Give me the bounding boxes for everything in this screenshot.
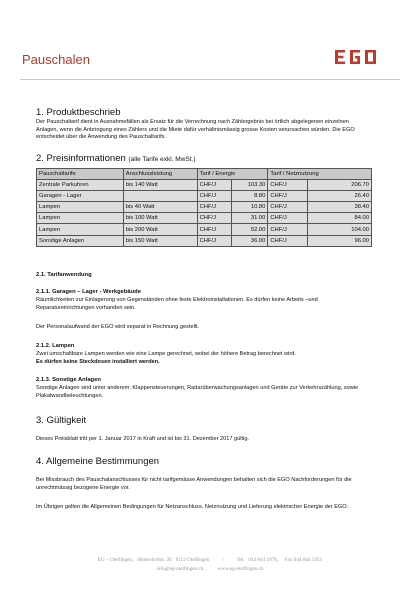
cell-unit: CHF/J xyxy=(268,202,308,213)
lamps-text: Zwei umschaltbare Lampen werden wie eine Lampe gerechnet, wobei der höhere Betrag berechnet wird. xyxy=(36,351,296,357)
cell-unit: CHF/J xyxy=(197,202,232,213)
section-2-title: 2. Preisinformationen xyxy=(36,153,126,164)
cell-unit: CHF/J xyxy=(197,213,232,224)
table-row xyxy=(37,191,372,202)
tariff-table xyxy=(36,168,372,247)
lamps-warning: Es dürfen keine Steckdosen installiert werden. xyxy=(36,358,160,365)
cell-name: Lampen xyxy=(37,202,124,213)
section-2-1-1-note: Der Personalaufwand der EGO wird separat in Rechnung gestellt. xyxy=(36,324,200,330)
section-4-heading: 4. Allgemeine Bestimmungen xyxy=(36,456,160,467)
section-2-1-2-heading: 2.1.2. Lampen xyxy=(36,343,75,349)
cell-unit: CHF/J xyxy=(197,224,232,235)
section-2-1-1-body: Räumlichkeiten zur Einlagerung von Gegenständen ohne feste Elektroinstallationen. Es dürfen keine Arbeits –und Reparatureinrichtungen vorhanden sein. xyxy=(36,297,318,311)
cell-name: Garagen - Lager xyxy=(37,191,124,202)
table-row xyxy=(37,224,372,235)
section-2-note: (alle Tarife exkl. MwSt.) xyxy=(128,156,196,163)
cell-energy: 52.00 xyxy=(232,224,268,235)
section-4-body-1: Bei Missbrauch des Pauschalanschlusses für nicht tarifgemässe Anwendungen behalten sich die EGO Nachforderungen für die unrechtmässig bezogene Energie vor. xyxy=(36,477,352,491)
cell-net: 206.70 xyxy=(308,180,372,191)
section-2-1-2-body xyxy=(36,351,371,366)
section-2-1-1-heading: 2.1.1. Garagen – Lager - Werkgebäude xyxy=(36,289,141,295)
section-3-heading: 3. Gültigkeit xyxy=(36,415,87,426)
col-header: Pauschaltarife xyxy=(37,169,124,180)
header-divider xyxy=(20,79,400,80)
section-1-body: Der Pauschaltarif dient in Ausnahmefällen als Ersatz für die Verrechnung nach Zählergebnis bei örtlich abgelegenen einzelnen Anlagen, wenn die Anbringung eines Zählers und die Miete dafür verhältnismässig grosse Kosten verursachen würden. Die EGO entscheidet über die Anwendung des Pauschaltarifs. xyxy=(36,119,355,141)
table-row xyxy=(37,213,372,224)
section-1-heading: 1. Produktbeschrieb xyxy=(36,107,121,118)
cell-net: 38.40 xyxy=(308,202,372,213)
cell-net: 84.00 xyxy=(308,213,372,224)
cell-unit: CHF/J xyxy=(268,191,308,202)
ego-logo xyxy=(333,48,378,66)
cell-energy: 31.00 xyxy=(232,213,268,224)
table-row xyxy=(37,202,372,213)
cell-net: 26.40 xyxy=(308,191,372,202)
section-2-heading xyxy=(36,153,196,164)
page-title: Pauschalen xyxy=(22,52,90,67)
table-header-row xyxy=(37,169,372,180)
cell-name: Zentrale Parkuhren xyxy=(37,180,124,191)
cell-energy: 36.00 xyxy=(232,235,268,246)
cell-energy: 8.80 xyxy=(232,191,268,202)
section-2-1-heading: 2.1. Tarifanwendung xyxy=(36,272,92,278)
cell-unit: CHF/J xyxy=(268,224,308,235)
cell-power: bis 100 Watt xyxy=(123,213,197,224)
cell-energy: 10.80 xyxy=(232,202,268,213)
cell-unit: CHF/J xyxy=(197,191,232,202)
section-4-body-2: Im Übrigen gelten die Allgemeinen Bedingungen für Netzanschluss, Netznutzung und Lieferung elektrischer Energie der EGO. xyxy=(36,504,349,510)
cell-name: Sonstige Anlagen xyxy=(37,235,124,246)
cell-unit: CHF/J xyxy=(268,213,308,224)
cell-net: 104.00 xyxy=(308,224,372,235)
section-2-1-3-heading: 2.1.3. Sonstige Anlagen xyxy=(36,377,101,383)
cell-power: bis 200 Watt xyxy=(123,224,197,235)
cell-unit: CHF/J xyxy=(197,180,232,191)
cell-energy: 103.30 xyxy=(232,180,268,191)
col-header: Tarif / Energie xyxy=(197,169,268,180)
cell-power: bis 40 Watt xyxy=(123,202,197,213)
section-2-1-3-body: Sonstige Anlagen sind unter anderem: Klappensteuerungen, Radarüberwachungsanlagen und Geräte zur Verkehrszählung, sowie Plakatwandbeleuchtungen. xyxy=(36,385,359,399)
cell-unit: CHF/J xyxy=(197,235,232,246)
col-header: Tarif / Netznutzung xyxy=(268,169,372,180)
cell-name: Lampen xyxy=(37,224,124,235)
section-3-body: Dieses Preisblatt tritt per 1. Januar 2017 in Kraft und ist bis 31. Dezember 2017 gültig. xyxy=(36,436,249,442)
col-header: Anschlussleistung xyxy=(123,169,197,180)
cell-unit: CHF/J xyxy=(268,180,308,191)
cell-name: Lampen xyxy=(37,213,124,224)
table-row xyxy=(37,180,372,191)
cell-power: bis 140 Watt xyxy=(123,180,197,191)
footer-address: EG – Otelfingen, Hinterdorfstr. 20 8112 Otelfingen / Tel. 044 844 1878, Fax 044 844 5951 xyxy=(97,557,323,563)
footer-contact: info@eg-otelfingen.ch, www.eg-otelfingen.ch xyxy=(156,566,264,572)
cell-unit: CHF/J xyxy=(268,235,308,246)
cell-power xyxy=(123,191,197,202)
cell-net: 96.00 xyxy=(308,235,372,246)
cell-power: bis 150 Watt xyxy=(123,235,197,246)
table-row xyxy=(37,235,372,246)
